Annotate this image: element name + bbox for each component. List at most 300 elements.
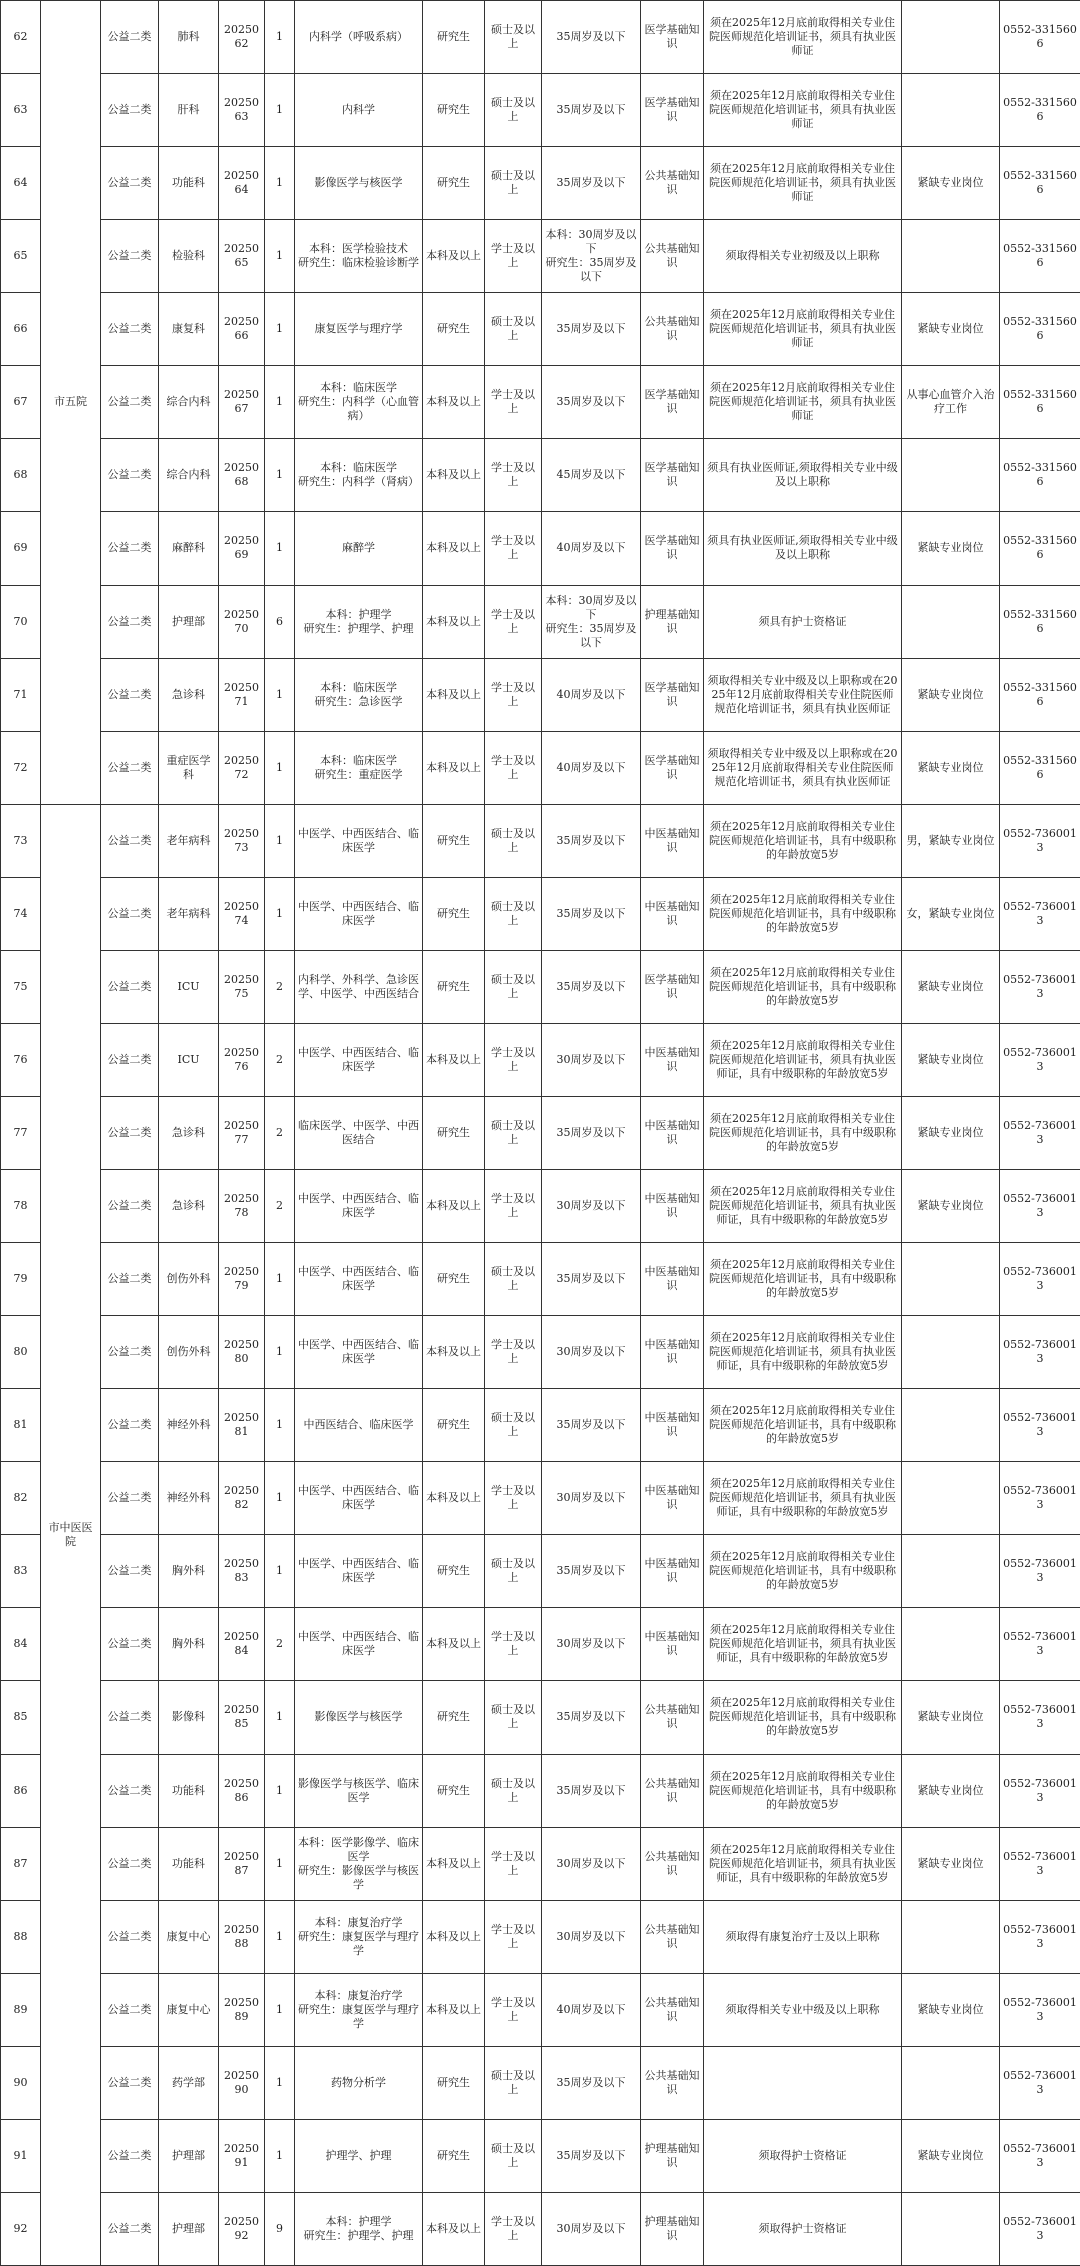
headcount-cell: 1 <box>265 1973 295 2046</box>
degree-cell: 学士及以上 <box>485 439 542 512</box>
phone-cell: 0552-3315606 <box>1000 293 1080 366</box>
position-code-cell: 2025067 <box>219 366 265 439</box>
phone-cell: 0552-7360013 <box>1000 877 1080 950</box>
table-row <box>1 804 1080 877</box>
department-cell: 检验科 <box>159 220 219 293</box>
age-cell: 35周岁及以下 <box>542 366 641 439</box>
major-cell: 中医学、中西医结合、临床医学 <box>295 1462 423 1535</box>
requirement-cell: 须取得相关专业中级及以上职称或在2025年12月底前取得相关专业住院医师规范化培训证书，须具有执业医师证 <box>704 731 902 804</box>
degree-cell: 硕士及以上 <box>485 877 542 950</box>
degree-cell: 硕士及以上 <box>485 804 542 877</box>
position-code-cell: 2025062 <box>219 1 265 74</box>
headcount-cell: 1 <box>265 1754 295 1827</box>
exam-subject-cell: 公共基础知识 <box>641 220 704 293</box>
major-cell: 中医学、中西医结合、临床医学 <box>295 1608 423 1681</box>
note-cell <box>902 1243 1000 1316</box>
education-cell: 本科及以上 <box>423 1170 485 1243</box>
headcount-cell: 1 <box>265 1316 295 1389</box>
note-cell: 紧缺专业岗位 <box>902 293 1000 366</box>
education-cell: 本科及以上 <box>423 731 485 804</box>
degree-cell: 学士及以上 <box>485 1827 542 1900</box>
row-number: 72 <box>1 731 41 804</box>
exam-subject-cell: 中医基础知识 <box>641 1243 704 1316</box>
headcount-cell: 1 <box>265 1389 295 1462</box>
requirement-cell: 须在2025年12月底前取得相关专业住院医师规范化培训证书，具有中级职称的年龄放宽5岁 <box>704 1535 902 1608</box>
position-code-cell: 2025084 <box>219 1608 265 1681</box>
phone-cell: 0552-3315606 <box>1000 1 1080 74</box>
table-row <box>1 2119 1080 2192</box>
category-cell: 公益二类 <box>101 220 159 293</box>
position-code-cell: 2025066 <box>219 293 265 366</box>
major-cell: 本科：护理学 研究生：护理学、护理 <box>295 2192 423 2265</box>
major-cell: 中医学、中西医结合、临床医学 <box>295 1170 423 1243</box>
exam-subject-cell: 护理基础知识 <box>641 585 704 658</box>
headcount-cell: 1 <box>265 1681 295 1754</box>
row-number: 86 <box>1 1754 41 1827</box>
position-code-cell: 2025086 <box>219 1754 265 1827</box>
phone-cell: 0552-7360013 <box>1000 804 1080 877</box>
exam-subject-cell: 医学基础知识 <box>641 439 704 512</box>
phone-cell: 0552-7360013 <box>1000 1608 1080 1681</box>
row-number: 67 <box>1 366 41 439</box>
age-cell: 30周岁及以下 <box>542 1827 641 1900</box>
education-cell: 本科及以上 <box>423 658 485 731</box>
row-number: 75 <box>1 950 41 1023</box>
category-cell: 公益二类 <box>101 2119 159 2192</box>
major-cell: 本科：临床医学 研究生：内科学（心血管病） <box>295 366 423 439</box>
table-row <box>1 658 1080 731</box>
exam-subject-cell: 中医基础知识 <box>641 877 704 950</box>
row-number: 76 <box>1 1023 41 1096</box>
major-cell: 影像医学与核医学 <box>295 1681 423 1754</box>
degree-cell: 硕士及以上 <box>485 950 542 1023</box>
headcount-cell: 2 <box>265 1608 295 1681</box>
requirement-cell: 须取得相关专业中级及以上职称 <box>704 1973 902 2046</box>
category-cell: 公益二类 <box>101 1754 159 1827</box>
requirement-cell: 须在2025年12月底前取得相关专业住院医师规范化培训证书，须具有执业医师证，具有中级职称的年龄放宽5岁 <box>704 1462 902 1535</box>
age-cell: 35周岁及以下 <box>542 293 641 366</box>
table-row <box>1 1608 1080 1681</box>
exam-subject-cell: 中医基础知识 <box>641 1316 704 1389</box>
headcount-cell: 1 <box>265 804 295 877</box>
headcount-cell: 2 <box>265 1023 295 1096</box>
education-cell: 本科及以上 <box>423 1462 485 1535</box>
position-code-cell: 2025079 <box>219 1243 265 1316</box>
headcount-cell: 1 <box>265 1462 295 1535</box>
phone-cell: 0552-7360013 <box>1000 1754 1080 1827</box>
department-cell: 神经外科 <box>159 1462 219 1535</box>
age-cell: 35周岁及以下 <box>542 877 641 950</box>
age-cell: 35周岁及以下 <box>542 1681 641 1754</box>
position-code-cell: 2025069 <box>219 512 265 585</box>
row-number: 83 <box>1 1535 41 1608</box>
requirement-cell: 须在2025年12月底前取得相关专业住院医师规范化培训证书，具有中级职称的年龄放宽5岁 <box>704 950 902 1023</box>
note-cell <box>902 585 1000 658</box>
requirement-cell: 须取得护士资格证 <box>704 2192 902 2265</box>
major-cell: 影像医学与核医学 <box>295 147 423 220</box>
age-cell: 35周岁及以下 <box>542 950 641 1023</box>
note-cell <box>902 2192 1000 2265</box>
headcount-cell: 1 <box>265 512 295 585</box>
age-cell: 40周岁及以下 <box>542 658 641 731</box>
row-number: 88 <box>1 1900 41 1973</box>
education-cell: 研究生 <box>423 147 485 220</box>
major-cell: 本科：医学影像学、临床医学 研究生：影像医学与核医学 <box>295 1827 423 1900</box>
note-cell <box>902 1316 1000 1389</box>
degree-cell: 硕士及以上 <box>485 2046 542 2119</box>
requirement-cell: 须在2025年12月底前取得相关专业住院医师规范化培训证书，须具有执业医师证，具有中级职称的年龄放宽5岁 <box>704 1023 902 1096</box>
table-row <box>1 220 1080 293</box>
note-cell <box>902 1389 1000 1462</box>
row-number: 85 <box>1 1681 41 1754</box>
note-cell: 紧缺专业岗位 <box>902 147 1000 220</box>
table-row <box>1 2046 1080 2119</box>
category-cell: 公益二类 <box>101 439 159 512</box>
degree-cell: 学士及以上 <box>485 512 542 585</box>
headcount-cell: 1 <box>265 1535 295 1608</box>
phone-cell: 0552-3315606 <box>1000 147 1080 220</box>
degree-cell: 硕士及以上 <box>485 147 542 220</box>
phone-cell: 0552-7360013 <box>1000 1243 1080 1316</box>
department-cell: 胸外科 <box>159 1535 219 1608</box>
note-cell: 紧缺专业岗位 <box>902 1973 1000 2046</box>
headcount-cell: 1 <box>265 147 295 220</box>
age-cell: 40周岁及以下 <box>542 731 641 804</box>
position-code-cell: 2025078 <box>219 1170 265 1243</box>
headcount-cell: 1 <box>265 1827 295 1900</box>
department-cell: 急诊科 <box>159 1096 219 1169</box>
category-cell: 公益二类 <box>101 1096 159 1169</box>
category-cell: 公益二类 <box>101 1973 159 2046</box>
age-cell: 本科：30周岁及以下 研究生：35周岁及以下 <box>542 220 641 293</box>
major-cell: 中医学、中西医结合、临床医学 <box>295 1316 423 1389</box>
category-cell: 公益二类 <box>101 1535 159 1608</box>
education-cell: 本科及以上 <box>423 220 485 293</box>
category-cell: 公益二类 <box>101 1389 159 1462</box>
degree-cell: 学士及以上 <box>485 658 542 731</box>
category-cell: 公益二类 <box>101 74 159 147</box>
table-row <box>1 2192 1080 2265</box>
table-row <box>1 1243 1080 1316</box>
phone-cell: 0552-3315606 <box>1000 658 1080 731</box>
degree-cell: 硕士及以上 <box>485 1535 542 1608</box>
education-cell: 研究生 <box>423 2119 485 2192</box>
major-cell: 本科：康复治疗学 研究生：康复医学与理疗学 <box>295 1900 423 1973</box>
education-cell: 本科及以上 <box>423 1827 485 1900</box>
note-cell: 紧缺专业岗位 <box>902 658 1000 731</box>
major-cell: 本科：临床医学 研究生：内科学（肾病） <box>295 439 423 512</box>
exam-subject-cell: 医学基础知识 <box>641 74 704 147</box>
note-cell: 紧缺专业岗位 <box>902 731 1000 804</box>
requirement-cell: 须在2025年12月底前取得相关专业住院医师规范化培训证书，具有中级职称的年龄放宽5岁 <box>704 804 902 877</box>
position-code-cell: 2025064 <box>219 147 265 220</box>
education-cell: 本科及以上 <box>423 1973 485 2046</box>
requirement-cell: 须取得护士资格证 <box>704 2119 902 2192</box>
requirement-cell: 须取得有康复治疗士及以上职称 <box>704 1900 902 1973</box>
exam-subject-cell: 公共基础知识 <box>641 1754 704 1827</box>
note-cell: 紧缺专业岗位 <box>902 2119 1000 2192</box>
department-cell: 功能科 <box>159 147 219 220</box>
requirement-cell: 须在2025年12月底前取得相关专业住院医师规范化培训证书，须具有执业医师证 <box>704 74 902 147</box>
major-cell: 中西医结合、临床医学 <box>295 1389 423 1462</box>
headcount-cell: 1 <box>265 2046 295 2119</box>
row-number: 66 <box>1 293 41 366</box>
row-number: 91 <box>1 2119 41 2192</box>
position-code-cell: 2025089 <box>219 1973 265 2046</box>
age-cell: 30周岁及以下 <box>542 1023 641 1096</box>
exam-subject-cell: 中医基础知识 <box>641 1535 704 1608</box>
major-cell: 康复医学与理疗学 <box>295 293 423 366</box>
exam-subject-cell: 中医基础知识 <box>641 1389 704 1462</box>
category-cell: 公益二类 <box>101 658 159 731</box>
table-row <box>1 366 1080 439</box>
major-cell: 内科学、外科学、急诊医学、中医学、中西医结合 <box>295 950 423 1023</box>
age-cell: 35周岁及以下 <box>542 2046 641 2119</box>
age-cell: 40周岁及以下 <box>542 512 641 585</box>
requirement-cell: 须在2025年12月底前取得相关专业住院医师规范化培训证书，具有中级职称的年龄放宽5岁 <box>704 1096 902 1169</box>
table-row <box>1 1170 1080 1243</box>
table-row <box>1 1681 1080 1754</box>
education-cell: 研究生 <box>423 1389 485 1462</box>
phone-cell: 0552-7360013 <box>1000 1023 1080 1096</box>
row-number: 80 <box>1 1316 41 1389</box>
position-code-cell: 2025081 <box>219 1389 265 1462</box>
note-cell <box>902 1900 1000 1973</box>
row-number: 73 <box>1 804 41 877</box>
department-cell: 药学部 <box>159 2046 219 2119</box>
category-cell: 公益二类 <box>101 2046 159 2119</box>
note-cell: 紧缺专业岗位 <box>902 1023 1000 1096</box>
category-cell: 公益二类 <box>101 1170 159 1243</box>
position-code-cell: 2025088 <box>219 1900 265 1973</box>
note-cell <box>902 439 1000 512</box>
major-cell: 药物分析学 <box>295 2046 423 2119</box>
phone-cell: 0552-3315606 <box>1000 585 1080 658</box>
exam-subject-cell: 医学基础知识 <box>641 366 704 439</box>
phone-cell: 0552-7360013 <box>1000 1827 1080 1900</box>
note-cell <box>902 220 1000 293</box>
table-row <box>1 950 1080 1023</box>
phone-cell: 0552-3315606 <box>1000 439 1080 512</box>
major-cell: 本科：康复治疗学 研究生：康复医学与理疗学 <box>295 1973 423 2046</box>
category-cell: 公益二类 <box>101 1023 159 1096</box>
table-body <box>1 1 1080 2266</box>
note-cell <box>902 74 1000 147</box>
department-cell: 创伤外科 <box>159 1316 219 1389</box>
table-row <box>1 1973 1080 2046</box>
phone-cell: 0552-7360013 <box>1000 1096 1080 1169</box>
category-cell: 公益二类 <box>101 1243 159 1316</box>
degree-cell: 学士及以上 <box>485 220 542 293</box>
table-row <box>1 1754 1080 1827</box>
note-cell: 紧缺专业岗位 <box>902 1681 1000 1754</box>
table-row <box>1 1462 1080 1535</box>
education-cell: 本科及以上 <box>423 2192 485 2265</box>
headcount-cell: 1 <box>265 220 295 293</box>
department-cell: 肺科 <box>159 1 219 74</box>
requirement-cell: 须具有护士资格证 <box>704 585 902 658</box>
exam-subject-cell: 医学基础知识 <box>641 731 704 804</box>
row-number: 71 <box>1 658 41 731</box>
position-code-cell: 2025080 <box>219 1316 265 1389</box>
row-number: 64 <box>1 147 41 220</box>
position-code-cell: 2025071 <box>219 658 265 731</box>
department-cell: 护理部 <box>159 2119 219 2192</box>
row-number: 74 <box>1 877 41 950</box>
row-number: 78 <box>1 1170 41 1243</box>
position-code-cell: 2025077 <box>219 1096 265 1169</box>
degree-cell: 硕士及以上 <box>485 1754 542 1827</box>
exam-subject-cell: 公共基础知识 <box>641 1827 704 1900</box>
phone-cell: 0552-7360013 <box>1000 1900 1080 1973</box>
exam-subject-cell: 医学基础知识 <box>641 1 704 74</box>
education-cell: 研究生 <box>423 2046 485 2119</box>
table-row <box>1 1827 1080 1900</box>
education-cell: 本科及以上 <box>423 1608 485 1681</box>
degree-cell: 学士及以上 <box>485 2192 542 2265</box>
table-row <box>1 293 1080 366</box>
note-cell: 紧缺专业岗位 <box>902 512 1000 585</box>
headcount-cell: 2 <box>265 1096 295 1169</box>
headcount-cell: 1 <box>265 439 295 512</box>
headcount-cell: 1 <box>265 1900 295 1973</box>
requirement-cell: 须在2025年12月底前取得相关专业住院医师规范化培训证书，须具有执业医师证，具有中级职称的年龄放宽5岁 <box>704 1827 902 1900</box>
exam-subject-cell: 中医基础知识 <box>641 1096 704 1169</box>
education-cell: 本科及以上 <box>423 1900 485 1973</box>
note-cell <box>902 1608 1000 1681</box>
degree-cell: 硕士及以上 <box>485 1 542 74</box>
requirement-cell: 须在2025年12月底前取得相关专业住院医师规范化培训证书，须具有执业医师证 <box>704 1 902 74</box>
table-row <box>1 585 1080 658</box>
phone-cell: 0552-3315606 <box>1000 74 1080 147</box>
requirement-cell: 须在2025年12月底前取得相关专业住院医师规范化培训证书，具有中级职称的年龄放宽5岁 <box>704 1681 902 1754</box>
note-cell: 从事心血管介入治疗工作 <box>902 366 1000 439</box>
exam-subject-cell: 公共基础知识 <box>641 1681 704 1754</box>
category-cell: 公益二类 <box>101 950 159 1023</box>
major-cell: 麻醉学 <box>295 512 423 585</box>
row-number: 69 <box>1 512 41 585</box>
category-cell: 公益二类 <box>101 1316 159 1389</box>
degree-cell: 学士及以上 <box>485 366 542 439</box>
requirement-cell: 须在2025年12月底前取得相关专业住院医师规范化培训证书，具有中级职称的年龄放宽5岁 <box>704 1243 902 1316</box>
degree-cell: 硕士及以上 <box>485 1243 542 1316</box>
position-code-cell: 2025091 <box>219 2119 265 2192</box>
exam-subject-cell: 护理基础知识 <box>641 2192 704 2265</box>
degree-cell: 学士及以上 <box>485 731 542 804</box>
requirement-cell: 须取得相关专业中级及以上职称或在2025年12月底前取得相关专业住院医师规范化培训证书，须具有执业医师证 <box>704 658 902 731</box>
phone-cell: 0552-3315606 <box>1000 731 1080 804</box>
table-row <box>1 1900 1080 1973</box>
requirement-cell: 须在2025年12月底前取得相关专业住院医师规范化培训证书，须具有执业医师证，具有中级职称的年龄放宽5岁 <box>704 1608 902 1681</box>
note-cell: 女，紧缺专业岗位 <box>902 877 1000 950</box>
exam-subject-cell: 公共基础知识 <box>641 293 704 366</box>
education-cell: 本科及以上 <box>423 1316 485 1389</box>
row-number: 79 <box>1 1243 41 1316</box>
row-number: 87 <box>1 1827 41 1900</box>
department-cell: 肝科 <box>159 74 219 147</box>
category-cell: 公益二类 <box>101 1681 159 1754</box>
position-code-cell: 2025085 <box>219 1681 265 1754</box>
position-code-cell: 2025065 <box>219 220 265 293</box>
headcount-cell: 1 <box>265 1243 295 1316</box>
requirement-cell: 须在2025年12月底前取得相关专业住院医师规范化培训证书，具有中级职称的年龄放宽5岁 <box>704 1389 902 1462</box>
department-cell: 康复中心 <box>159 1900 219 1973</box>
age-cell: 35周岁及以下 <box>542 1243 641 1316</box>
age-cell: 35周岁及以下 <box>542 1535 641 1608</box>
requirement-cell <box>704 2046 902 2119</box>
exam-subject-cell: 医学基础知识 <box>641 658 704 731</box>
table-row <box>1 512 1080 585</box>
row-number: 82 <box>1 1462 41 1535</box>
table-row <box>1 1 1080 74</box>
phone-cell: 0552-7360013 <box>1000 1170 1080 1243</box>
phone-cell: 0552-3315606 <box>1000 220 1080 293</box>
headcount-cell: 2 <box>265 950 295 1023</box>
row-number: 62 <box>1 1 41 74</box>
exam-subject-cell: 中医基础知识 <box>641 1170 704 1243</box>
position-code-cell: 2025075 <box>219 950 265 1023</box>
category-cell: 公益二类 <box>101 585 159 658</box>
major-cell: 内科学 <box>295 74 423 147</box>
degree-cell: 硕士及以上 <box>485 2119 542 2192</box>
age-cell: 30周岁及以下 <box>542 1608 641 1681</box>
degree-cell: 学士及以上 <box>485 1608 542 1681</box>
category-cell: 公益二类 <box>101 1 159 74</box>
major-cell: 中医学、中西医结合、临床医学 <box>295 804 423 877</box>
department-cell: 创伤外科 <box>159 1243 219 1316</box>
phone-cell: 0552-7360013 <box>1000 1535 1080 1608</box>
major-cell: 本科：临床医学 研究生：重症医学 <box>295 731 423 804</box>
major-cell: 中医学、中西医结合、临床医学 <box>295 1023 423 1096</box>
education-cell: 研究生 <box>423 877 485 950</box>
department-cell: ICU <box>159 1023 219 1096</box>
headcount-cell: 1 <box>265 877 295 950</box>
phone-cell: 0552-7360013 <box>1000 2192 1080 2265</box>
age-cell: 30周岁及以下 <box>542 2192 641 2265</box>
headcount-cell: 1 <box>265 2119 295 2192</box>
table-row <box>1 731 1080 804</box>
requirement-cell: 须具有执业医师证,须取得相关专业中级及以上职称 <box>704 512 902 585</box>
position-code-cell: 2025073 <box>219 804 265 877</box>
department-cell: 功能科 <box>159 1754 219 1827</box>
requirement-cell: 须在2025年12月底前取得相关专业住院医师规范化培训证书，须具有执业医师证 <box>704 147 902 220</box>
major-cell: 影像医学与核医学、临床医学 <box>295 1754 423 1827</box>
category-cell: 公益二类 <box>101 1608 159 1681</box>
category-cell: 公益二类 <box>101 512 159 585</box>
major-cell: 临床医学、中医学、中西医结合 <box>295 1096 423 1169</box>
department-cell: 急诊科 <box>159 1170 219 1243</box>
row-number: 63 <box>1 74 41 147</box>
headcount-cell: 1 <box>265 658 295 731</box>
degree-cell: 硕士及以上 <box>485 1389 542 1462</box>
major-cell: 本科：医学检验技术 研究生：临床检验诊断学 <box>295 220 423 293</box>
position-code-cell: 2025076 <box>219 1023 265 1096</box>
major-cell: 内科学（呼吸系病） <box>295 1 423 74</box>
note-cell: 紧缺专业岗位 <box>902 1170 1000 1243</box>
category-cell: 公益二类 <box>101 731 159 804</box>
education-cell: 研究生 <box>423 1754 485 1827</box>
category-cell: 公益二类 <box>101 147 159 220</box>
exam-subject-cell: 公共基础知识 <box>641 147 704 220</box>
position-code-cell: 2025068 <box>219 439 265 512</box>
education-cell: 研究生 <box>423 950 485 1023</box>
major-cell: 护理学、护理 <box>295 2119 423 2192</box>
exam-subject-cell: 公共基础知识 <box>641 2046 704 2119</box>
education-cell: 本科及以上 <box>423 439 485 512</box>
age-cell: 35周岁及以下 <box>542 1096 641 1169</box>
position-code-cell: 2025074 <box>219 877 265 950</box>
department-cell: 康复中心 <box>159 1973 219 2046</box>
